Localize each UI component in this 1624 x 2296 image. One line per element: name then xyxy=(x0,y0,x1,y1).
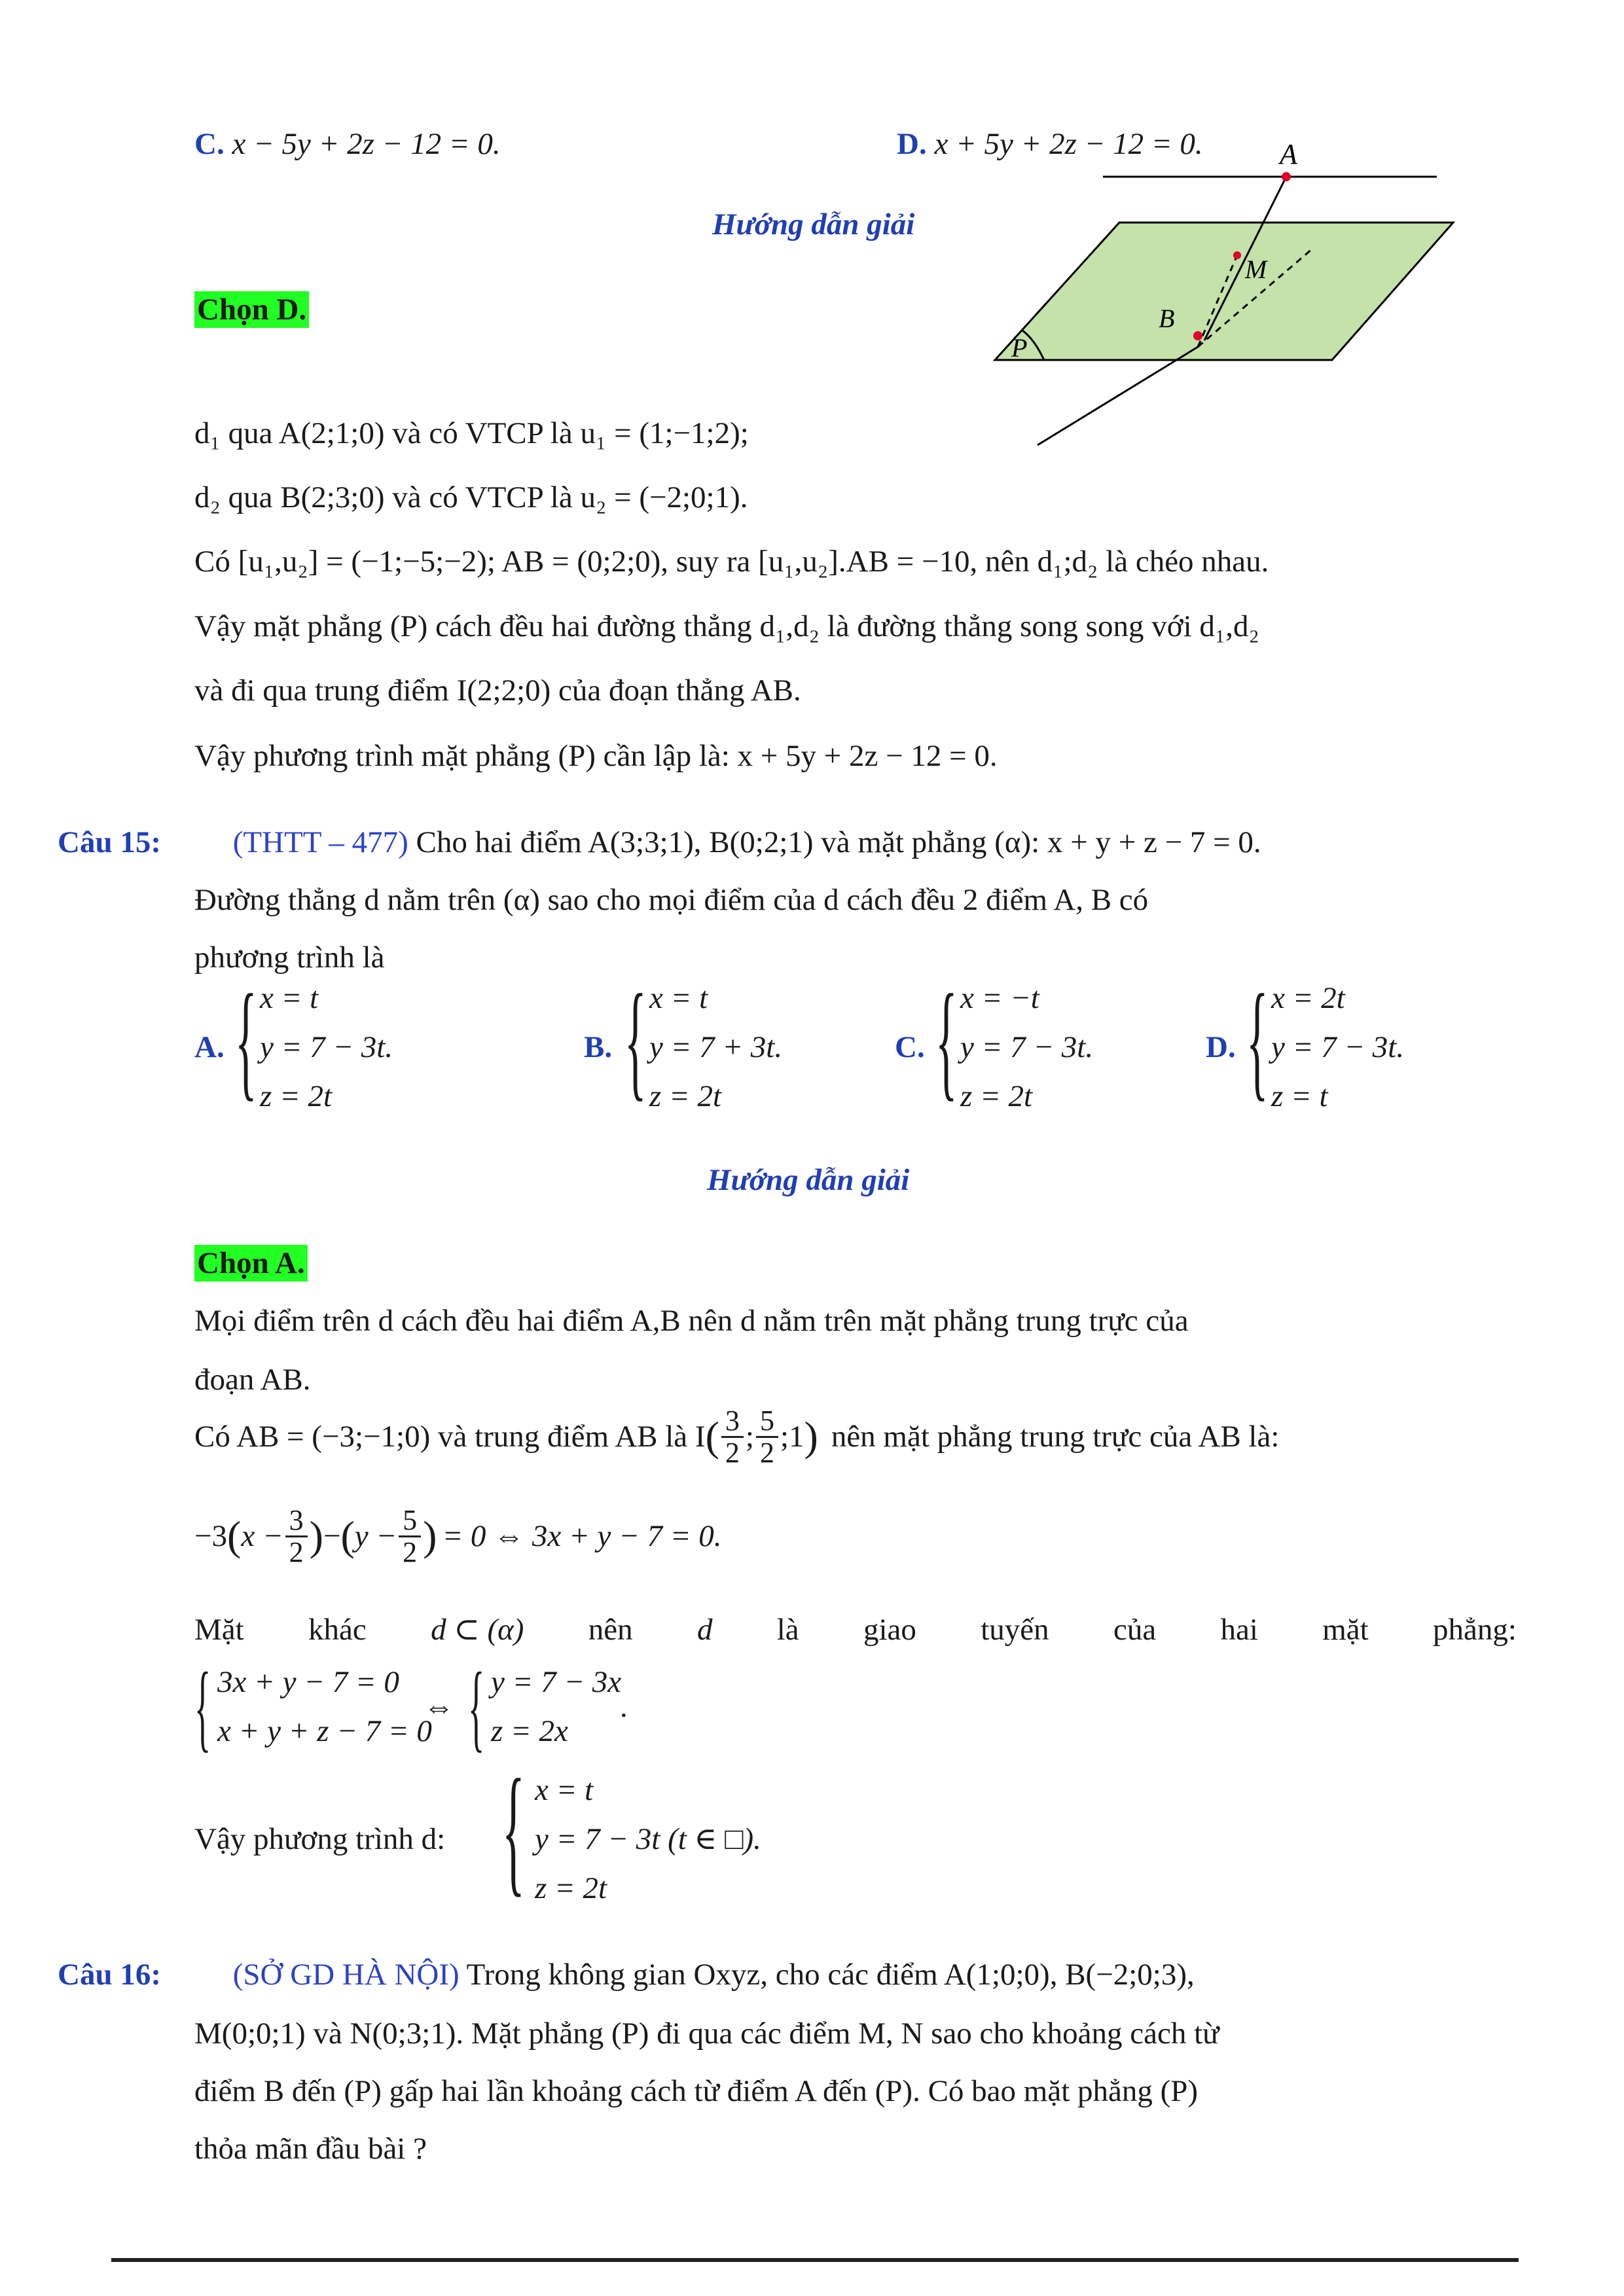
label-p: P xyxy=(1011,333,1028,363)
denominator: 2 xyxy=(759,1437,774,1469)
option-c-15-row-1: x = −t xyxy=(960,981,1039,1015)
numerator: 5 xyxy=(399,1505,421,1537)
paren-open: ( xyxy=(705,1413,719,1460)
option-c-equation: x − 5y + 2z − 12 = 0. xyxy=(232,127,501,161)
word: là xyxy=(776,1613,799,1647)
semicolon: ; xyxy=(745,1419,754,1454)
fraction-3-2 xyxy=(721,1406,744,1468)
option-d-15-row-1: x = 2t xyxy=(1271,981,1345,1015)
paren-close: ) xyxy=(804,1413,818,1460)
option-a-row-1: x = t xyxy=(260,981,319,1015)
option-b-label: B. xyxy=(584,1030,613,1064)
word: khác xyxy=(308,1613,367,1647)
solution-15-line-4 xyxy=(194,1505,722,1568)
label-b: B xyxy=(1159,304,1175,333)
equation-result: = 0 ⇔ 3x + y − 7 = 0. xyxy=(442,1518,722,1553)
numerator: 5 xyxy=(756,1406,778,1438)
word: nên xyxy=(588,1613,633,1647)
numerator: 3 xyxy=(721,1406,744,1438)
question-16-source: (SỞ GD HÀ NỘI) xyxy=(232,1958,460,1992)
answer-choice-15-label: Chọn A. xyxy=(194,1245,308,1282)
solution-15-line-3-end: nên mặt phẳng trung trực của AB là: xyxy=(831,1419,1280,1454)
paren-open: ( xyxy=(340,1513,355,1560)
system-1-row-1: 3x + y − 7 = 0 xyxy=(217,1665,399,1699)
system-2-row-2: z = 2x xyxy=(491,1714,568,1748)
option-a-row-3: z = 2t xyxy=(260,1079,333,1113)
option-d-equation: x + 5y + 2z − 12 = 0. xyxy=(934,127,1203,161)
question-15-text-3: phương trình là xyxy=(194,941,385,975)
word: của xyxy=(1113,1613,1157,1647)
option-a-row-2: y = 7 − 3t. xyxy=(260,1030,393,1064)
line-through-b xyxy=(1038,347,1198,445)
option-c-label: C. xyxy=(194,127,225,161)
guide-heading-15: Hướng dẫn giải xyxy=(707,1163,910,1197)
label-m: M xyxy=(1245,255,1267,284)
option-b-row-2: y = 7 + 3t. xyxy=(649,1030,783,1064)
guide-heading: Hướng dẫn giải xyxy=(712,207,915,242)
final-row-1: x = t xyxy=(535,1773,594,1807)
question-16-text-3: điểm B đến (P) gấp hai lần khoảng cách từ điểm A đến (P). Có bao mặt phẳng (P) xyxy=(194,2074,1199,2108)
point-m xyxy=(1233,251,1241,259)
word: Mặt xyxy=(194,1613,244,1647)
question-16-text-2: M(0;0;1) và N(0;3;1). Mặt phẳng (P) đi qua các điểm M, N sao cho khoảng cách từ xyxy=(194,2017,1219,2051)
final-label: Vậy phương trình d: xyxy=(194,1822,446,1856)
word: phẳng: xyxy=(1433,1613,1517,1647)
word: tuyến xyxy=(981,1613,1049,1647)
footer-divider xyxy=(111,2258,1519,2262)
numerator: 3 xyxy=(285,1505,308,1537)
option-b-brace: { xyxy=(624,968,647,1113)
question-15-header xyxy=(58,826,1261,860)
solution-15-line-3 xyxy=(194,1406,1279,1468)
question-16-header xyxy=(58,1958,1195,1992)
fraction-3-2 xyxy=(285,1505,308,1568)
answer-choice-label: Chọn D. xyxy=(194,291,309,328)
solution-line-3: Có [u₁,u₂] = (−1;−5;−2); AB = (0;2;0), suy ra [u₁,u₂].AB = −10, nên d₁;d₂ là chéo nhau. xyxy=(194,545,1269,579)
option-d-15-label: D. xyxy=(1206,1030,1236,1064)
answer-choice-15 xyxy=(194,1247,308,1281)
word: hai xyxy=(1220,1613,1258,1647)
question-16-text-1: Trong không gian Oxyz, cho các điểm A(1;0;0), B(−2;0;3), xyxy=(466,1958,1195,1992)
option-d-15-row-3: z = t xyxy=(1271,1079,1328,1113)
question-16-label: Câu 16: xyxy=(58,1958,161,1992)
paren-close: ) xyxy=(423,1513,437,1560)
point-a xyxy=(1282,172,1291,181)
question-15-options xyxy=(194,968,1477,1126)
system-1-row-2: x + y + z − 7 = 0 xyxy=(217,1714,432,1748)
final-row-2: y = 7 − 3t (t ∈ □). xyxy=(535,1822,761,1856)
right-brace: { xyxy=(468,1653,485,1761)
system-of-equations xyxy=(194,1653,784,1764)
term-y: y − xyxy=(354,1518,397,1553)
paren-open: ( xyxy=(227,1513,242,1560)
minus-sign: − xyxy=(323,1518,341,1553)
point-b xyxy=(1193,331,1202,340)
term-x: x − xyxy=(241,1518,283,1553)
option-c-15-row-3: z = 2t xyxy=(960,1079,1033,1113)
solution-line-1: d₁ qua A(2;1;0) và có VTCP là u₁ = (1;−1;2); xyxy=(194,416,749,450)
option-a-brace: { xyxy=(235,968,257,1113)
option-d-label: D. xyxy=(897,127,927,161)
option-a-label: A. xyxy=(194,1030,225,1064)
question-16-text-4: thỏa mãn đầu bài ? xyxy=(194,2132,427,2166)
solution-15-line-2: đoạn AB. xyxy=(194,1363,311,1397)
system-2-row-1: y = 7 − 3x xyxy=(491,1665,622,1699)
solution-15-line-1: Mọi điểm trên d cách đều hai điểm A,B nên d nằm trên mặt phẳng trung trực của xyxy=(194,1304,1189,1338)
option-c xyxy=(194,128,501,162)
paren-close: ) xyxy=(309,1513,323,1560)
question-15-text-2: Đường thẳng d nằm trên (α) sao cho mọi điểm của d cách đều 2 điểm A, B có xyxy=(194,883,1149,917)
word: d ⊂ (α) xyxy=(431,1613,524,1647)
plane-p xyxy=(995,223,1453,360)
final-line-equation xyxy=(194,1749,849,1918)
question-15-label: Câu 15: xyxy=(58,825,161,859)
final-row-3: z = 2t xyxy=(535,1871,607,1905)
solution-line-5: và đi qua trung điểm I(2;2;0) của đoạn thẳng AB. xyxy=(194,673,801,708)
option-b-row-1: x = t xyxy=(649,981,708,1015)
semicolon-1: ;1 xyxy=(780,1419,804,1454)
option-c-15-row-2: y = 7 − 3t. xyxy=(960,1030,1094,1064)
denominator: 2 xyxy=(403,1536,418,1569)
answer-choice xyxy=(194,293,309,327)
solution-15-line-3-start: Có AB = (−3;−1;0) và trung điểm AB là I xyxy=(194,1419,706,1454)
option-c-15-label: C. xyxy=(895,1030,925,1064)
final-brace: { xyxy=(502,1749,525,1909)
label-a: A xyxy=(1280,138,1297,170)
word: mặt xyxy=(1322,1613,1369,1647)
solution-line-2: d₂ qua B(2;3;0) và có VTCP là u₂ = (−2;0;1). xyxy=(194,480,748,514)
plane-figure xyxy=(982,131,1492,458)
period: . xyxy=(620,1690,628,1724)
denominator: 2 xyxy=(725,1437,740,1469)
left-brace: { xyxy=(194,1653,211,1761)
fraction-5-2 xyxy=(399,1505,421,1568)
solution-15-line-5 xyxy=(194,1613,1517,1647)
fraction-5-2 xyxy=(756,1406,778,1468)
option-d-15-brace: { xyxy=(1246,968,1269,1113)
question-15-source: (THTT – 477) xyxy=(232,825,408,859)
equivalence-arrow: ⇔ xyxy=(424,1690,454,1724)
solution-line-6: Vậy phương trình mặt phẳng (P) cần lập là: x + 5y + 2z − 12 = 0. xyxy=(194,739,998,773)
question-15-text-1: Cho hai điểm A(3;3;1), B(0;2;1) và mặt phẳng (α): x + y + z − 7 = 0. xyxy=(416,825,1261,859)
option-c-15-brace: { xyxy=(935,968,958,1113)
option-b-row-3: z = 2t xyxy=(649,1079,722,1113)
denominator: 2 xyxy=(289,1536,304,1569)
word: d xyxy=(696,1613,713,1647)
option-d-15-row-2: y = 7 − 3t. xyxy=(1271,1030,1405,1064)
solution-line-4: Vậy mặt phẳng (P) cách đều hai đường thẳng d₁,d₂ là đường thẳng song song với d₁,d₂ xyxy=(194,609,1259,643)
coef-minus-3: −3 xyxy=(194,1518,228,1553)
word: giao xyxy=(863,1613,916,1647)
